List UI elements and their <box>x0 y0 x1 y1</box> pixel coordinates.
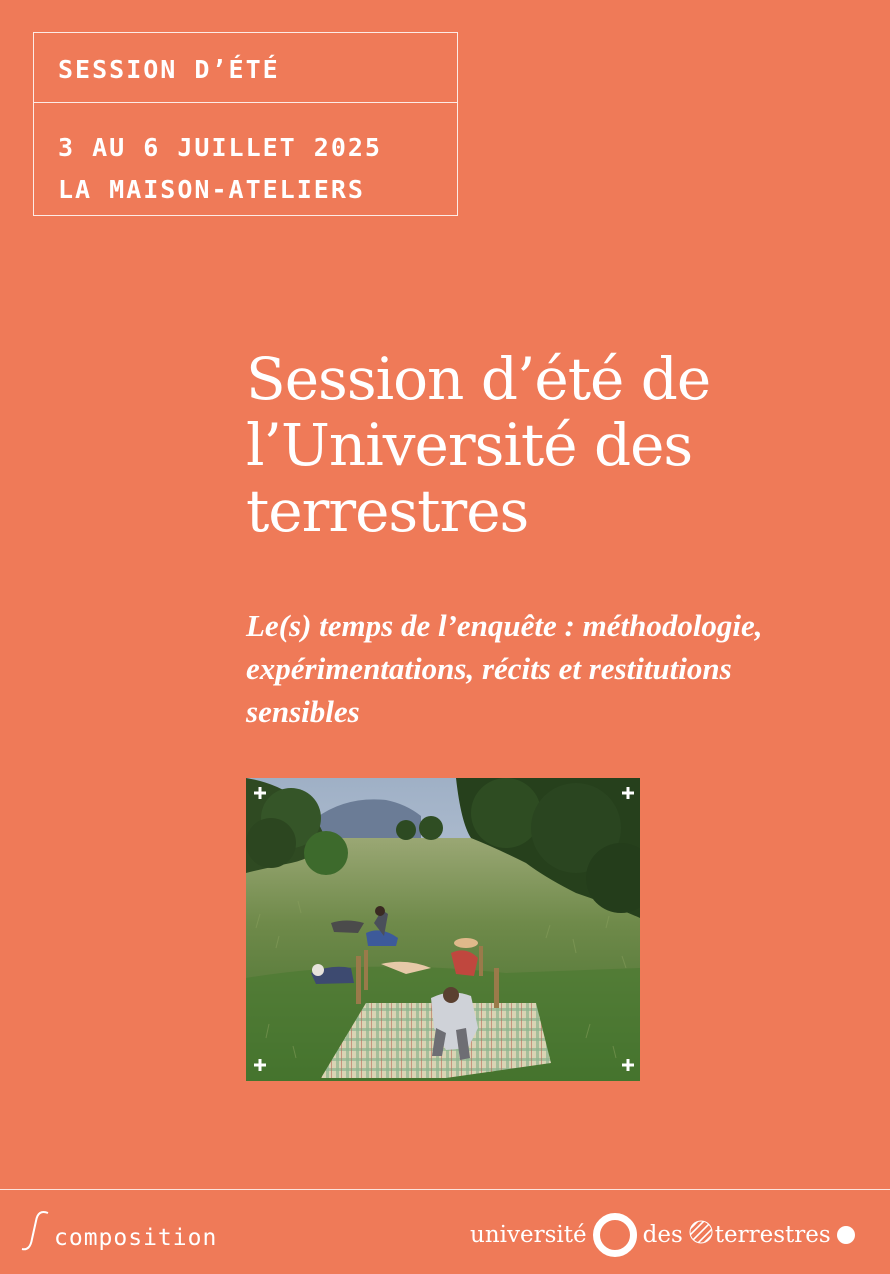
footer-divider <box>0 1189 890 1190</box>
dot-icon <box>837 1226 855 1244</box>
title-line-3: terrestres <box>246 477 529 545</box>
subtitle <box>246 604 856 733</box>
event-venue: LA MAISON-ATELIERS <box>58 175 365 204</box>
meadow-photo <box>246 778 640 1081</box>
composition-logo-text: composition <box>54 1225 218 1251</box>
logo-word-universite: université <box>470 1222 587 1248</box>
logo-word-terrestres: terrestres <box>714 1222 831 1248</box>
meadow-photo-illustration <box>246 778 640 1081</box>
subtitle-line-1: Le(s) temps de l’enquête : méthodologie, <box>246 608 763 643</box>
page-title <box>246 346 866 544</box>
title-line-1: Session d’été de <box>246 345 711 413</box>
universite-des-terrestres-logo <box>470 1210 855 1260</box>
event-dates: 3 AU 6 JUILLET 2025 <box>58 133 382 162</box>
hatched-circle-icon <box>689 1220 713 1250</box>
subtitle-line-2: expérimentations, récits et restitutions <box>246 651 732 686</box>
event-info-box <box>33 32 458 216</box>
subtitle-line-3: sensibles <box>246 694 360 729</box>
session-label: SESSION D’ÉTÉ <box>58 55 280 84</box>
composition-logo <box>20 1211 217 1255</box>
session-label-row <box>34 33 457 103</box>
date-venue-row <box>34 103 457 211</box>
ring-icon <box>593 1213 637 1257</box>
s-curve-icon <box>20 1209 50 1258</box>
title-line-2: l’Université des <box>246 411 693 479</box>
logo-word-des: des <box>642 1222 683 1248</box>
